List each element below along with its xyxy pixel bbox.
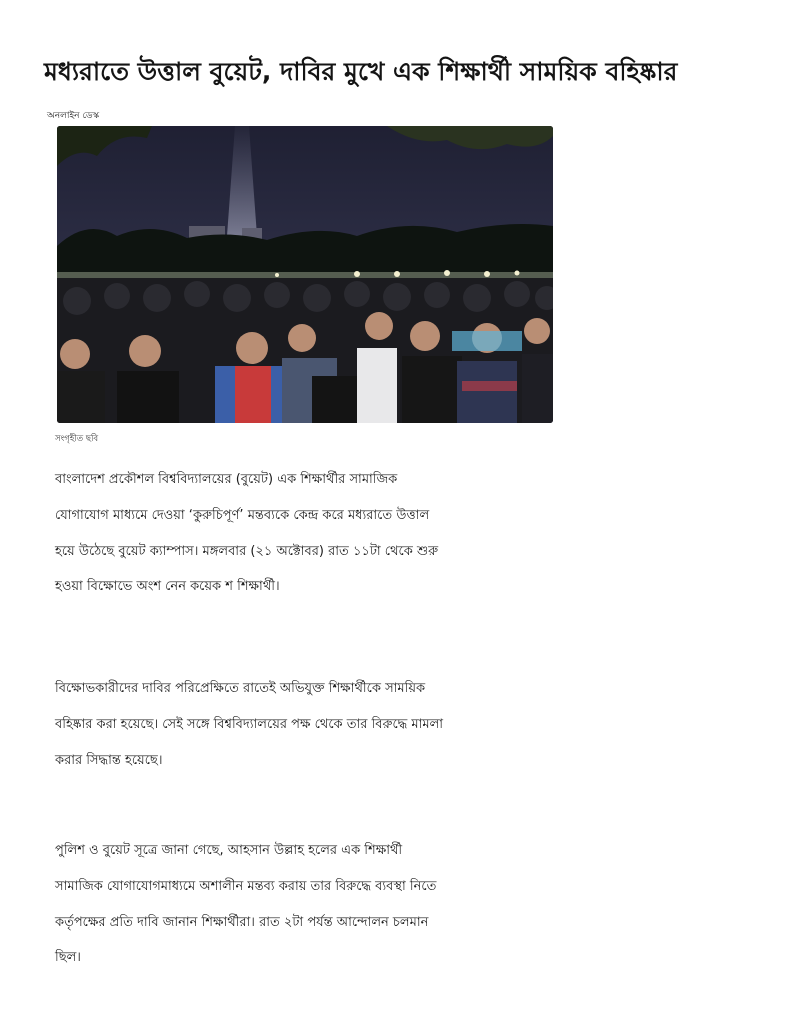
article-byline: অনলাইন ডেস্ক — [47, 111, 100, 121]
image-caption: সংগৃহীত ছবি — [55, 434, 99, 444]
night-crowd-illustration — [57, 126, 553, 423]
article-photo — [57, 126, 553, 423]
article-paragraph-2: বিক্ষোভকারীদের দাবির পরিপ্রেক্ষিতে রাতেই অভিযুক্ত শিক্ষার্থীকে সাময়িক বহিষ্কার করা হয়েছে। সেই সঙ্গে বিশ্ববিদ্যালয়ের পক্ষ থেকে তার বিরুদ্ধে মামলা করার সিদ্ধান্ত হয়েছে। — [55, 681, 444, 768]
article-paragraph-1: বাংলাদেশ প্রকৌশল বিশ্ববিদ্যালয়ের (বুয়েট) এক শিক্ষার্থীর সামাজিক যোগাযোগ মাধ্যমে দেওয়া ‘কুরুচিপূর্ণ’ মন্তব্যকে কেন্দ্র করে মধ্যরাতে উত্তাল হয়ে উঠেছে বুয়েট ক্যাম্পাস। মঙ্গলবার (২১ অক্টোবর) রাত ১১টা থেকে শুরু হওয়া বিক্ষোভে অংশ নেন কয়েক শ শিক্ষার্থী। — [55, 472, 439, 595]
article-paragraph-3: পুলিশ ও বুয়েট সূত্রে জানা গেছে, আহসান উল্লাহ হলের এক শিক্ষার্থী সামাজিক যোগাযোগমাধ্যমে অশালীন মন্তব্য করায় তার বিরুদ্ধে ব্যবস্থা নিতে কর্তৃপক্ষের প্রতি দাবি জানান শিক্ষার্থীরা। রাত ২টা পর্যন্ত আন্দোলন চলমান ছিল। — [55, 843, 437, 966]
article-headline: মধ্যরাতে উত্তাল বুয়েট, দাবির মুখে এক শিক্ষার্থী সাময়িক বহিষ্কার — [44, 57, 678, 86]
